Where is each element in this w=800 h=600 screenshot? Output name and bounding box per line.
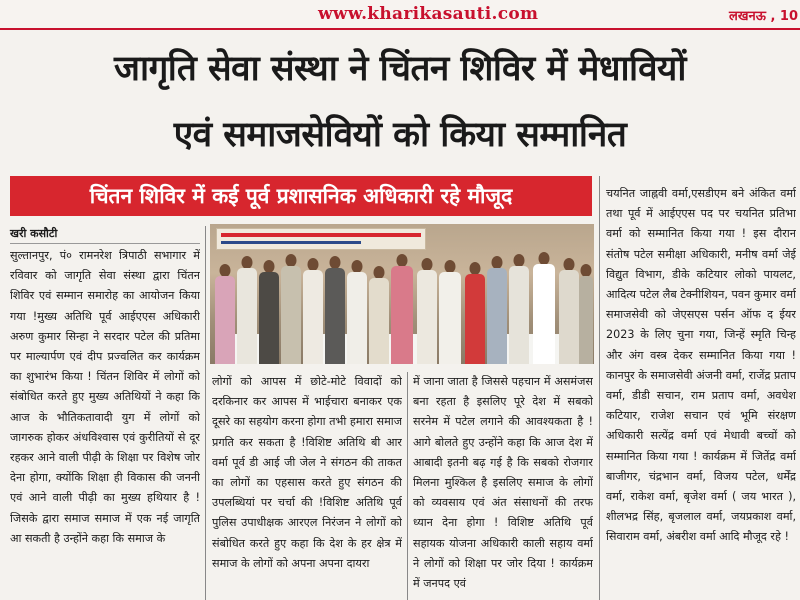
column-divider [599,176,600,600]
dateline: लखनऊ , 10 [729,9,798,24]
masthead [0,0,800,30]
article-column-1: सुल्तानपुर, पं० रामनरेश त्रिपाठी सभागार में रविवार को जागृति सेवा संस्था द्वारा चिंतन शिविर एवं सम्मान समारोह का आयोजन किया गया !मुख्य अतिथि पूर्व आईएएस अधिकारी अरुण कुमार सिन्हा ने सरदार पटेल की प्रतिमा पर माल्यार्पण एवं दीप प्रज्वलित कर कार्यक्रम का शुभारंभ किया ! चिंतन शिविर में लोगों को संबोधित करते हुए मुख्य अतिथियों ने कहा कि आज के भौतिकतावादी युग में लोगों को जागरुक होकर अंधविश्वास एवं कुरीतियों से दूर रहकर आने वाली पीढ़ी के शिक्षा पर विशेष जोर देना होगा, क्योंकि शिक्षा ही विकास की जननी एवं आने वाली पीढ़ी का मुख्य हथियार है ! जिसके द्वारा समाज समाज में एक नई जागृति आ सकती है उन्होंने कहा कि समाज के [10,249,200,545]
stage-banner [216,228,426,250]
column-divider [407,372,408,600]
article-column-2: लोगों को आपस में छोटे-मोटे विवादों को दरकिनार कर आपस में भाईचारा बनाकर एक दूसरे का सहयोग करना होगा तभी हमारा समाज प्रगति कर सकता है !विशिष्ट अतिथि बी आर वर्मा पूर्व डी आई जी जेल ने संगठन की ताकत का लोगों का एहसास करते हुए संगठन की उपलब्धियां पर चर्चा की !विशिष्ट अतिथि पूर्व पुलिस उपाधीक्षक आरएल निरंजन ने लोगों को संबोधित करते हुए कहा कि देश के हर क्षेत्र में समाज के लोगों को अपना अपना दायरा [212,375,402,570]
site-url[interactable]: www.kharikasauti.com [318,4,539,24]
column-divider [205,226,206,600]
headline-line-1: जागृति सेवा संस्था ने चिंतन शिविर में मेधावियों [114,49,686,89]
headline-line-2: एवं समाजसेवियों को किया सम्मानित [173,115,627,155]
article-column-4: चयनित जाह्नवी वर्मा,एसडीएम बने अंकित वर्मा तथा पूर्व में आईएएस पद पर चयनित प्रतिभा वर्मा को सम्मानित किया गया ! इस दौरान संतोष पटेल समीक्षा अधिकारी, मनीष वर्मा जेई विद्युत विभाग, डीके कटियार लोको पायलट, आदित्य पटेल लैब टेक्नीशियन, पवन कुमार वर्मा समाजसेवी को जेएसएस पर्सन ऑफ द ईयर 2023 के लिए चुना गया, जिन्हें स्मृति चिन्ह और अंग वस्त्र देकर सम्मानित किया गया !कानपुर के समाजसेवी अंजनी वर्मा, राजेंद्र प्रताप वर्मा, डीडी सचान, राम प्रताप वर्मा, अवधेश कटियार, राजेश सचान एवं भूमि संरक्षण अधिकारी सत्येंद्र वर्मा एवं मेधावी बच्चों को सम्मानित किया गया ! कार्यक्रम में जितेंद्र वर्मा बाजीगर, चंद्रभान वर्मा, विजय पटेल, धर्मेंद्र वर्मा, राकेश वर्मा, बृजेश वर्मा ( जय भारत ), शीलभद्र सिंह, बृजलाल वर्मा, जयप्रकाश वर्मा, सिवाराम वर्मा, अंबरीश वर्मा आदि मौजूद रहे ! [606,187,796,544]
subheadline: चिंतन शिविर में कई पूर्व प्रशासनिक अधिकारी रहे मौजूद [10,176,592,216]
event-photo [210,224,594,364]
byline: खरी कसौटी [10,226,200,244]
article-column-3: में जाना जाता है जिससे पहचान में असमंजस बना रहता है इसलिए पूरे देश में सबको सरनेम में पटेल लगाने की आवश्यकता है ! आगे बोलते हुए उन्होंने कहा कि आज देश में आबादी इतनी बढ़ गई है कि सबको रोजगार मिलना मुश्किल है इसलिए समाज के लोगों को व्यवसाय एवं अंत संसाधनों की तरफ ध्यान देना होगा ! विशिष्ट अतिथि पूर्व सहायक योजना अधिकारी काली सहाय वर्मा ने लोगों को शिक्षा पर जोर दिया ! कार्यक्रम में जनपद एवं [413,375,593,591]
